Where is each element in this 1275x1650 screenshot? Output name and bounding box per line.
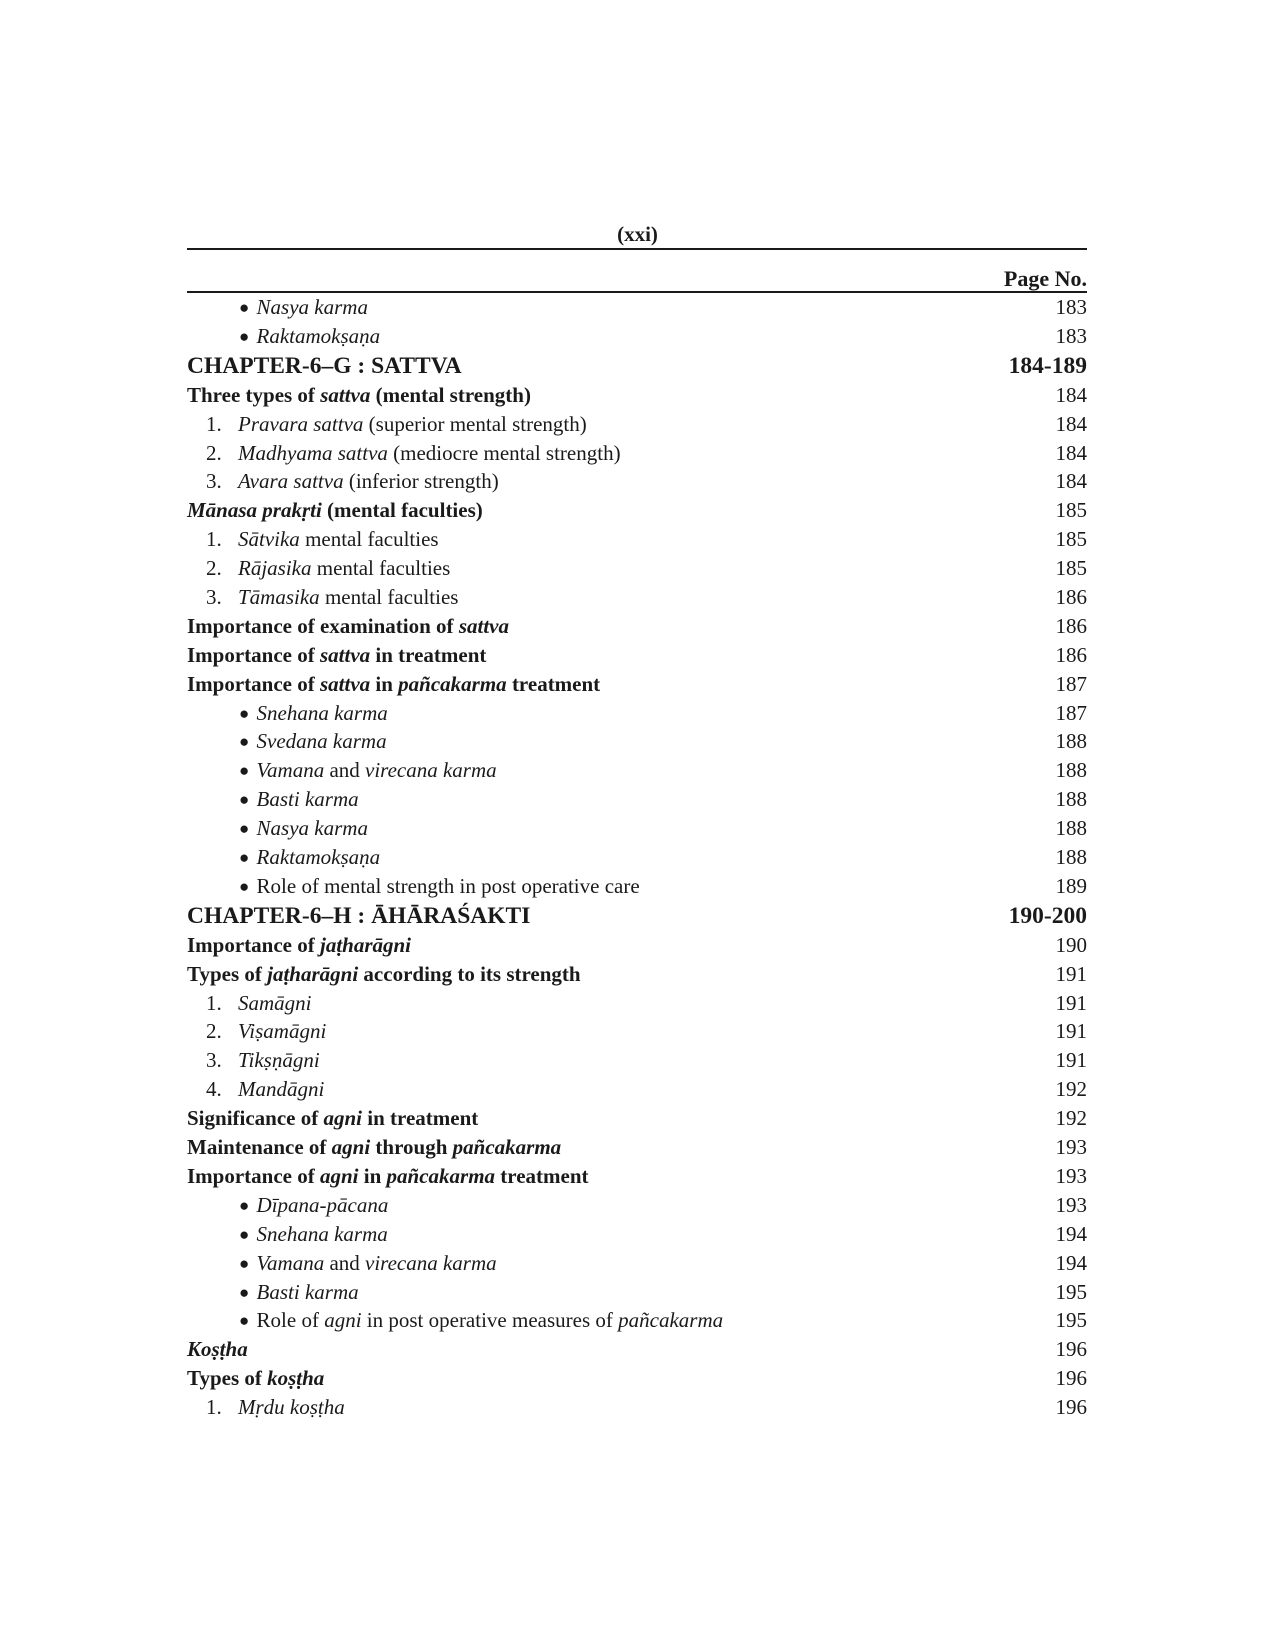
entry-text: in treatment	[362, 1106, 479, 1131]
page-ref: 191	[1055, 1048, 1087, 1073]
entry-term: Tāmasika	[238, 585, 320, 610]
toc-entry	[187, 785, 1087, 814]
entry-term: Madhyama sattva	[238, 440, 388, 465]
page-ref: 191	[1055, 961, 1087, 986]
toc-entry	[187, 1278, 1087, 1307]
toc-numbered-entry	[187, 989, 1087, 1018]
page-range: 190-200	[1008, 902, 1087, 929]
chapter-title: CHAPTER-6–H : ĀHĀRAŚAKTI	[187, 902, 531, 929]
entry-text: according to its strength	[358, 961, 581, 986]
chapter-heading	[187, 901, 1087, 931]
toc-heading	[187, 1104, 1087, 1133]
entry-text: Basti karma	[256, 787, 359, 812]
toc-numbered-entry	[187, 439, 1087, 468]
item-number: 1.	[206, 1395, 222, 1420]
entry-term: agni	[324, 1308, 362, 1333]
page-ref: 188	[1055, 758, 1087, 783]
toc-numbered-entry	[187, 467, 1087, 496]
page-ref: 195	[1055, 1308, 1087, 1333]
entry-term: Vamana	[256, 758, 325, 783]
page-ref: 191	[1055, 990, 1087, 1015]
toc-heading	[187, 1133, 1087, 1162]
bullet-icon: ●	[239, 1253, 250, 1273]
entry-term: Avara sattva	[238, 469, 344, 494]
toc-numbered-entry	[187, 525, 1087, 554]
entry-text: mental faculties	[311, 556, 451, 581]
page-ref: 183	[1055, 323, 1087, 348]
item-number: 4.	[206, 1077, 222, 1102]
bullet-icon: ●	[239, 732, 250, 752]
page-ref: 184	[1055, 411, 1087, 436]
toc-heading	[187, 1162, 1087, 1191]
entry-text: in	[370, 671, 399, 696]
entry-text: Three types of	[187, 382, 321, 407]
entry-text: Importance of	[187, 671, 320, 696]
toc-heading	[187, 612, 1087, 641]
item-number: 2.	[206, 440, 222, 465]
entry-text: and	[324, 758, 366, 783]
bullet-icon: ●	[239, 761, 250, 781]
entry-text: Dīpana-pācana	[256, 1192, 389, 1217]
item-number: 2.	[206, 1019, 222, 1044]
page-ref: 194	[1055, 1250, 1087, 1275]
entry-term: agni	[319, 1163, 359, 1188]
entry-text: Role of mental strength in post operative care	[256, 873, 640, 898]
bullet-icon: ●	[239, 326, 250, 346]
item-number: 3.	[206, 469, 222, 494]
page-ref: 185	[1055, 527, 1087, 552]
entry-term: jaṭharāgni	[319, 932, 412, 957]
entry-text: and	[324, 1250, 366, 1275]
toc-numbered-entry	[187, 1046, 1087, 1075]
entry-text: (mediocre mental strength)	[387, 440, 621, 465]
entry-text: Raktamokṣaṇa	[256, 323, 381, 348]
entry-term: pañcakarma	[618, 1308, 724, 1333]
page-ref: 192	[1055, 1106, 1087, 1131]
entry-term: sattva	[320, 382, 371, 407]
entry-term: Mandāgni	[238, 1077, 325, 1102]
bullet-icon: ●	[239, 876, 250, 896]
toc-entry	[187, 814, 1087, 843]
entry-term: virecana karma	[365, 1250, 497, 1275]
entry-text: (inferior strength)	[343, 469, 499, 494]
page-ref: 193	[1055, 1163, 1087, 1188]
bullet-icon: ●	[239, 298, 250, 317]
entry-text: Raktamokṣaṇa	[256, 845, 381, 870]
toc-entry	[187, 872, 1087, 901]
entry-term: Vamana	[256, 1250, 325, 1275]
toc-numbered-entry	[187, 1075, 1087, 1104]
page-ref: 188	[1055, 729, 1087, 754]
entry-text: Nasya karma	[256, 816, 368, 841]
entry-text: Importance of examination of	[187, 613, 459, 638]
item-number: 3.	[206, 585, 222, 610]
toc-numbered-entry	[187, 583, 1087, 612]
page-ref: 186	[1055, 642, 1087, 667]
page-number: (xxi)	[617, 222, 658, 246]
top-rule	[187, 248, 1087, 250]
entry-term: pañcakarma	[386, 1163, 496, 1188]
toc-entry	[187, 322, 1087, 351]
bullet-icon: ●	[239, 1282, 250, 1302]
page-ref: 185	[1055, 556, 1087, 581]
item-number: 1.	[206, 527, 222, 552]
entry-text: Basti karma	[256, 1279, 359, 1304]
toc-entry	[187, 727, 1087, 756]
toc-heading	[187, 381, 1087, 410]
entry-term: agni	[323, 1106, 363, 1131]
toc-numbered-entry	[187, 1393, 1087, 1422]
chapter-heading	[187, 351, 1087, 381]
page-range: 184-189	[1008, 352, 1087, 379]
toc-entry	[187, 843, 1087, 872]
entry-text: (superior mental strength)	[363, 411, 587, 436]
page-ref: 193	[1055, 1192, 1087, 1217]
entry-term: agni	[331, 1135, 371, 1160]
page-ref: 183	[1055, 295, 1087, 319]
page-column-header: Page No.	[1003, 266, 1087, 291]
page-ref: 196	[1055, 1366, 1087, 1391]
entry-text: in	[358, 1163, 387, 1188]
toc-entry	[187, 756, 1087, 785]
toc-entry	[187, 1220, 1087, 1249]
bullet-icon: ●	[239, 790, 250, 810]
page-ref: 184	[1055, 469, 1087, 494]
entry-term: Sātvika	[238, 527, 300, 552]
bullet-icon: ●	[239, 1195, 250, 1215]
entry-term: Viṣamāgni	[238, 1019, 327, 1044]
page-ref: 184	[1055, 440, 1087, 465]
entry-text: through	[370, 1135, 453, 1160]
page-ref: 185	[1055, 498, 1087, 523]
toc-heading	[187, 670, 1087, 699]
entry-text: Significance of	[187, 1106, 324, 1131]
item-number: 2.	[206, 556, 222, 581]
toc-entry	[187, 1249, 1087, 1278]
item-number: 1.	[206, 990, 222, 1015]
page-ref: 189	[1055, 873, 1087, 898]
entry-term: sattva	[319, 642, 371, 667]
entry-text: Types of	[187, 961, 268, 986]
page-ref: 196	[1055, 1337, 1087, 1362]
page-ref: 187	[1055, 700, 1087, 725]
entry-text: mental faculties	[319, 585, 459, 610]
page-ref: 188	[1055, 787, 1087, 812]
page-ref: 184	[1055, 382, 1087, 407]
entry-term: virecana karma	[365, 758, 497, 783]
entry-term: koṣṭha	[267, 1366, 325, 1391]
entry-term: Rājasika	[238, 556, 312, 581]
page-ref: 196	[1055, 1395, 1087, 1420]
page-ref: 190	[1055, 932, 1087, 957]
entry-term: Tikṣṇāgni	[238, 1048, 320, 1073]
entry-text: Snehana karma	[256, 1221, 388, 1246]
entry-text: (mental strength)	[370, 382, 531, 407]
entry-text: Importance of	[187, 642, 320, 667]
entry-term: Koṣṭha	[187, 1337, 248, 1362]
entry-term: pañcakarma	[452, 1135, 562, 1160]
page-ref: 188	[1055, 816, 1087, 841]
toc-heading	[187, 1335, 1087, 1364]
entry-term: jaṭharāgni	[267, 961, 359, 986]
entry-text: Importance of	[187, 932, 320, 957]
entry-text: Types of	[187, 1366, 268, 1391]
item-number: 3.	[206, 1048, 222, 1073]
toc-entry	[187, 1191, 1087, 1220]
entry-text: Nasya karma	[256, 295, 368, 319]
page-ref: 186	[1055, 613, 1087, 638]
entry-text: in treatment	[370, 642, 487, 667]
entry-term: Pravara sattva	[238, 411, 364, 436]
toc-heading	[187, 1364, 1087, 1393]
toc-heading	[187, 641, 1087, 670]
page-ref: 188	[1055, 845, 1087, 870]
page-ref: 192	[1055, 1077, 1087, 1102]
entry-term: pañcakarma	[398, 671, 507, 696]
entry-text: Importance of	[187, 1163, 320, 1188]
bullet-icon: ●	[239, 1224, 250, 1244]
toc-numbered-entry	[187, 410, 1087, 439]
toc-numbered-entry	[187, 1017, 1087, 1046]
table-of-contents	[187, 293, 1087, 1422]
entry-text: Maintenance of	[187, 1135, 332, 1160]
entry-text: treatment	[495, 1163, 589, 1188]
entry-text: Snehana karma	[256, 700, 388, 725]
toc-entry	[187, 293, 1087, 322]
entry-term: Mṛdu koṣṭha	[238, 1395, 345, 1420]
entry-text: (mental faculties)	[321, 498, 483, 523]
page-ref: 186	[1055, 585, 1087, 610]
bullet-icon: ●	[239, 703, 250, 723]
page-ref: 191	[1055, 1019, 1087, 1044]
entry-text: treatment	[506, 671, 601, 696]
toc-heading	[187, 496, 1087, 525]
toc-entry	[187, 699, 1087, 728]
toc-heading	[187, 931, 1087, 960]
toc-entry	[187, 1306, 1087, 1335]
entry-term: sattva	[319, 671, 371, 696]
page-ref: 193	[1055, 1135, 1087, 1160]
entry-term: Samāgni	[238, 990, 312, 1015]
page-ref: 187	[1055, 671, 1087, 696]
item-number: 1.	[206, 411, 222, 436]
entry-term: sattva	[458, 613, 509, 638]
entry-text: Role of	[256, 1308, 325, 1333]
toc-numbered-entry	[187, 554, 1087, 583]
bullet-icon: ●	[239, 1311, 250, 1331]
page-ref: 195	[1055, 1279, 1087, 1304]
entry-text: in post operative measures of	[361, 1308, 619, 1333]
bullet-icon: ●	[239, 819, 250, 839]
toc-heading	[187, 960, 1087, 989]
page-ref: 194	[1055, 1221, 1087, 1246]
entry-term: Mānasa prakṛti	[187, 498, 322, 523]
chapter-title: CHAPTER-6–G : SATTVA	[187, 352, 462, 379]
bullet-icon: ●	[239, 848, 250, 868]
entry-text: Svedana karma	[256, 729, 387, 754]
entry-text: mental faculties	[299, 527, 439, 552]
